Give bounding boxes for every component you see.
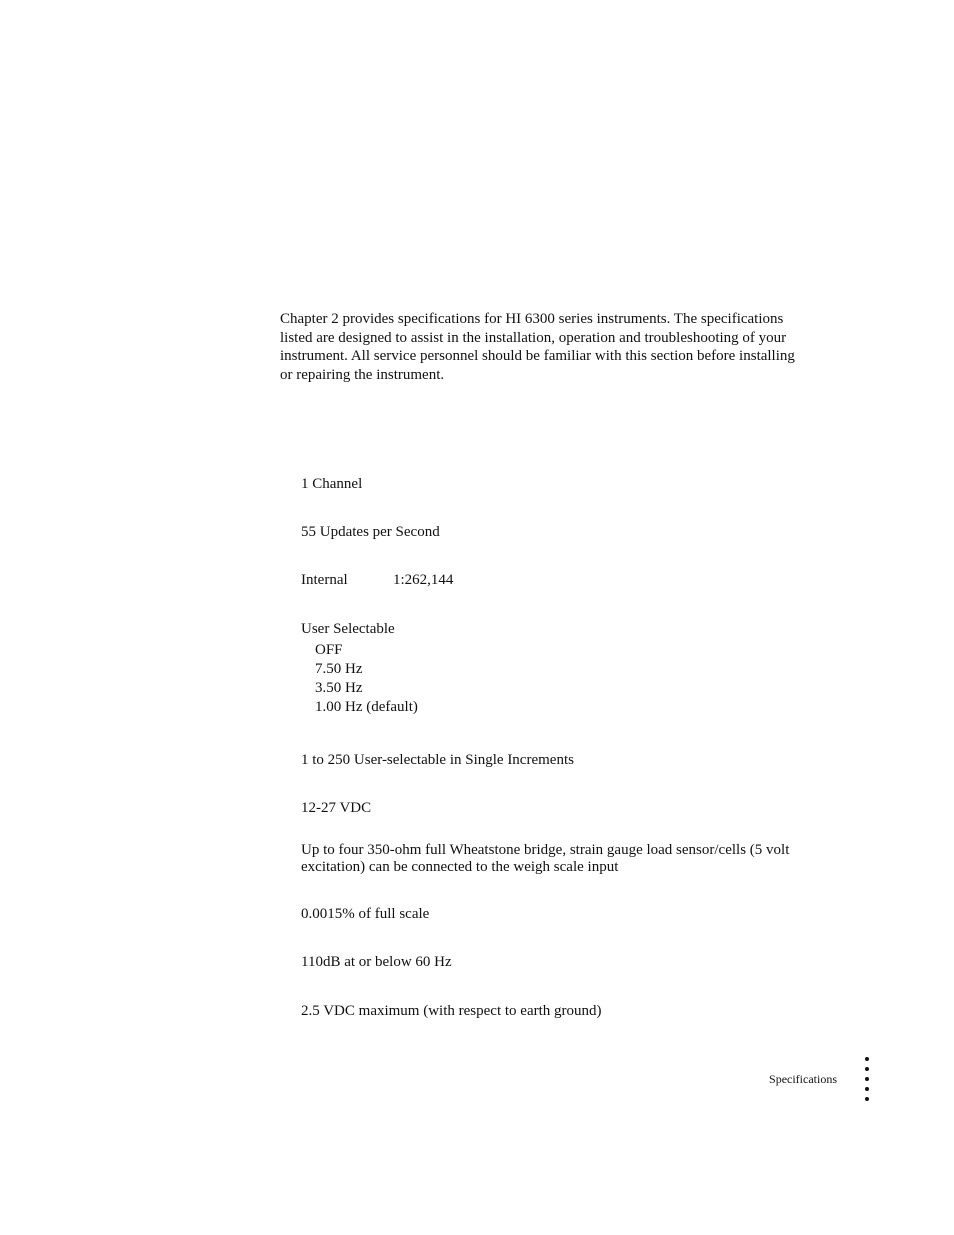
spec-common-mode-voltage	[301, 1003, 602, 1020]
intro-paragraph	[280, 310, 825, 384]
load-cells-line: Up to four 350-ohm full Wheatstone bridge, strain gauge load sensor/cells (5 volt	[301, 842, 790, 858]
common-mode-voltage-value: 2.5 VDC maximum (with respect to earth ground)	[301, 1003, 602, 1019]
cmrr-value: 110dB at or below 60 Hz	[301, 954, 452, 970]
intro-line: listed are designed to assist in the installation, operation and troubleshooting of your	[280, 329, 787, 346]
spec-cmrr	[301, 954, 452, 971]
filter-option: OFF	[315, 642, 343, 658]
linearity-value: 0.0015% of full scale	[301, 906, 430, 922]
margin-dots-decoration	[865, 1057, 871, 1107]
spec-load-cells	[301, 842, 789, 876]
spec-power	[301, 800, 371, 817]
dot	[865, 1087, 869, 1091]
spec-update-rate	[301, 524, 440, 541]
channels-value: 1 Channel	[301, 476, 363, 492]
spec-divisions	[301, 752, 574, 769]
load-cells-line: excitation) can be connected to the weigh scale input	[301, 859, 619, 875]
intro-line: instrument. All service personnel should be familiar with this section before installing	[280, 348, 795, 364]
dot	[865, 1097, 869, 1101]
resolution-value: 1:262,144	[393, 572, 454, 588]
resolution-label: Internal	[301, 572, 348, 588]
spec-filter	[301, 621, 418, 717]
spec-channels	[301, 476, 362, 493]
filter-label: User Selectable	[301, 621, 395, 637]
power-value: 12-27 VDC	[301, 800, 372, 816]
filter-option: 7.50 Hz	[315, 661, 363, 677]
update-rate-value: 55 Updates per Second	[301, 524, 440, 540]
intro-line: or repairing the instrument.	[280, 366, 445, 383]
intro-line: Chapter 2 provides specifications for HI 6300 series instruments. The specifications	[280, 311, 784, 327]
footer-section-label: Specifications	[769, 1072, 837, 1086]
spec-linearity	[301, 906, 429, 923]
dot	[865, 1067, 869, 1071]
dot	[865, 1077, 869, 1081]
filter-option: 3.50 Hz	[315, 680, 363, 696]
spec-resolution	[301, 572, 348, 589]
divisions-value: 1 to 250 User-selectable in Single Increments	[301, 752, 574, 768]
dot	[865, 1057, 869, 1061]
filter-option: 1.00 Hz (default)	[315, 699, 418, 715]
